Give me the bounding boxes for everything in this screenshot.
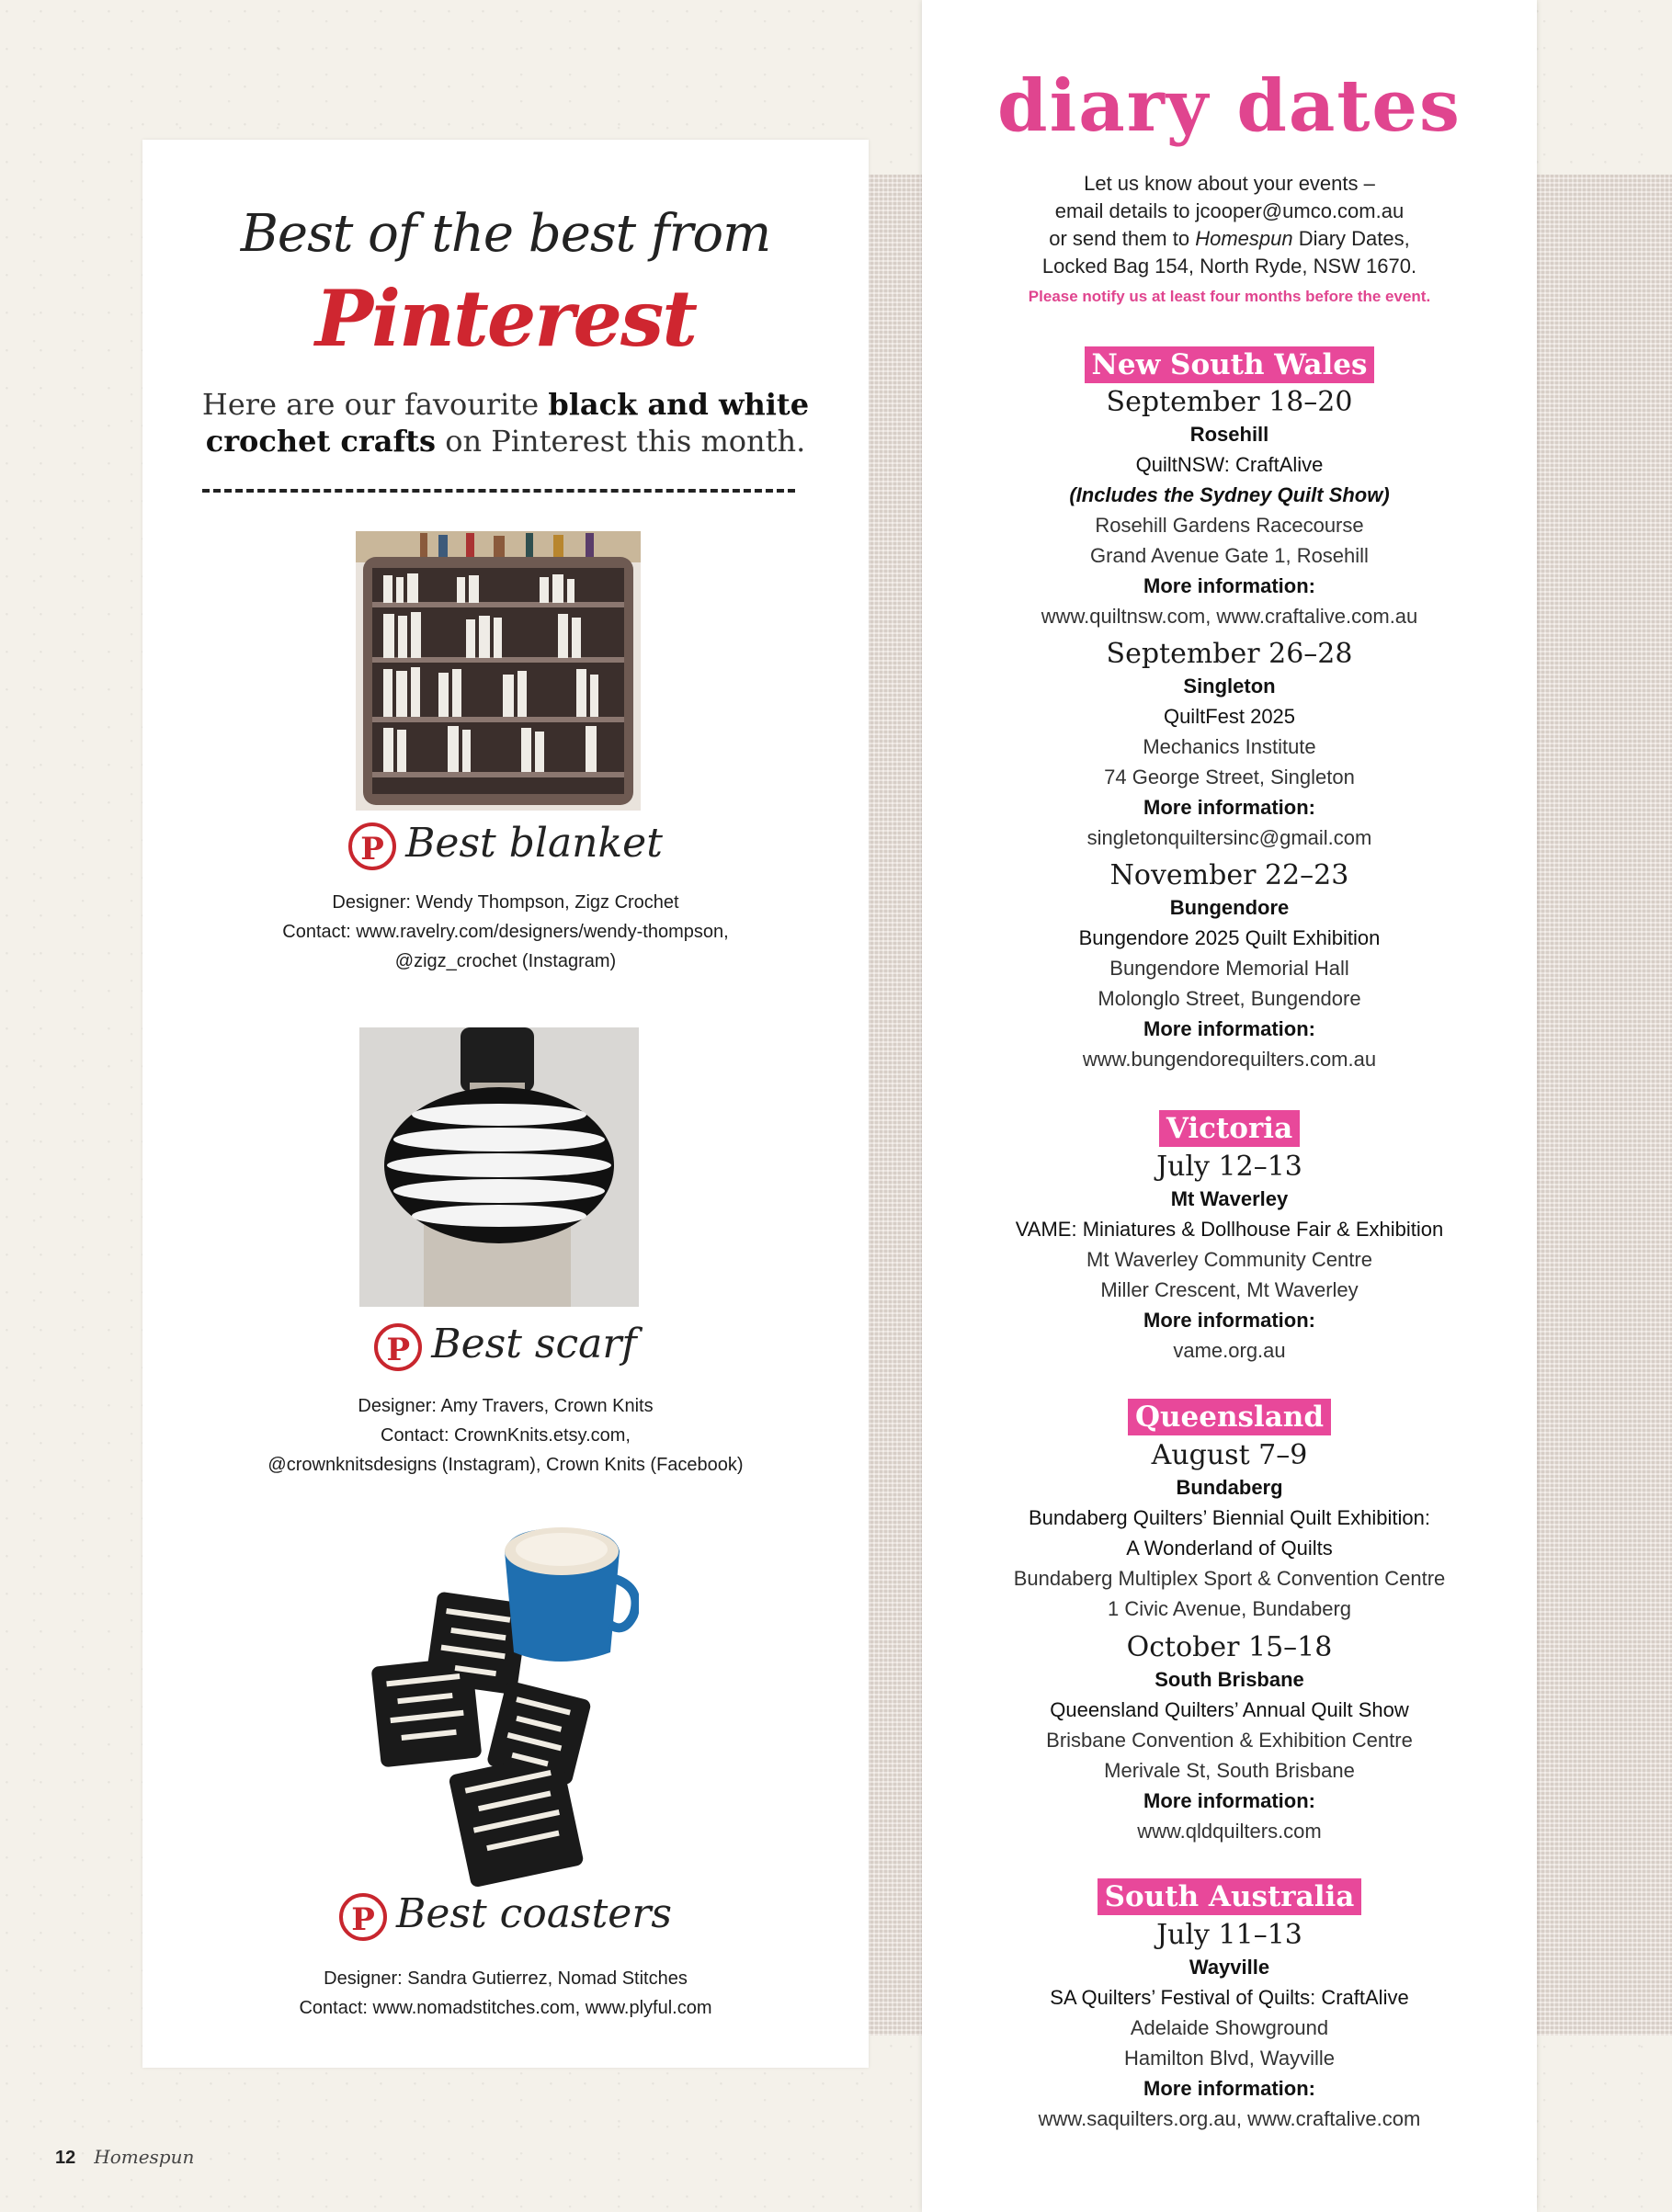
intro-line-4: Locked Bag 154, North Ryde, NSW 1670. [1041,255,1417,278]
event-place: Wayville [1189,1956,1270,1979]
intro-line-3-pre: or send them to [1049,227,1196,250]
event-south-brisbane [922,1631,1537,1846]
best-scarf-title: Best scarf [431,1321,637,1367]
coasters-credit [142,1964,869,2023]
event-date: October 15–18 [1126,1631,1333,1663]
pinterest-panel [142,140,869,2068]
best-coasters-label [142,1890,869,1941]
diary-intro [940,170,1518,280]
blanket-photo [356,531,641,811]
event-more-info: More information: [1143,1017,1315,1040]
event-place: Rosehill [1189,423,1269,446]
scarf-contact: Contact: CrownKnits.etsy.com, [381,1425,631,1446]
page-number: 12 [55,2148,76,2168]
event-venue: Adelaide Showground [1130,2016,1329,2039]
blanket-designer: Designer: Wendy Thompson, Zigz Crochet [332,892,679,913]
pinterest-icon: P [348,822,396,870]
scarf-social: @crownknitsdesigns (Instagram), Crown Knits (Facebook) [267,1455,744,1475]
scarf-photo [359,1027,639,1307]
blanket-credit [142,888,869,976]
event-mt-waverley [922,1151,1537,1366]
best-blanket-label [142,820,869,870]
event-more-info: More information: [1143,574,1315,597]
event-bundaberg [922,1439,1537,1624]
event-place: Bundaberg [1176,1476,1283,1499]
pinterest-icon: P [374,1323,422,1371]
event-address: 1 Civic Avenue, Bundaberg [1108,1597,1351,1620]
event-name: QuiltFest 2025 [1163,705,1296,728]
scarf-designer: Designer: Amy Travers, Crown Knits [358,1396,654,1416]
region-sa-label: South Australia [1098,1878,1362,1915]
intro-bold-2: crochet crafts [205,424,437,459]
event-date: July 11–13 [1156,1919,1302,1951]
event-wayville [922,1919,1537,2134]
event-more-info: More information: [1143,2077,1315,2100]
event-date: July 12–13 [1156,1151,1302,1183]
event-address: Merivale St, South Brisbane [1104,1759,1355,1782]
event-date: September 26–28 [1106,638,1353,670]
event-url: www.saquilters.org.au, www.craftalive.com [1038,2107,1421,2130]
pinterest-icon: P [339,1893,387,1941]
best-blanket-title: Best blanket [405,820,663,867]
coasters-designer: Designer: Sandra Gutierrez, Nomad Stitches [324,1968,688,1989]
region-qld [922,1399,1537,1435]
event-venue: Brisbane Convention & Exhibition Centre [1046,1729,1413,1752]
event-name: Bungendore 2025 Quilt Exhibition [1078,926,1381,949]
event-venue: Mt Waverley Community Centre [1086,1248,1372,1271]
intro-line-3 [940,225,1518,253]
event-url: www.quiltnsw.com, www.craftalive.com.au [1041,605,1418,628]
event-address: Hamilton Blvd, Wayville [1123,2047,1336,2070]
intro-text [179,386,832,459]
event-place: South Brisbane [1154,1668,1304,1691]
event-name: QuiltNSW: CraftAlive [1135,453,1324,476]
region-sa [922,1878,1537,1915]
intro-bold-1: black and white [548,387,810,422]
event-name: Queensland Quilters’ Annual Quilt Show [1050,1698,1409,1721]
event-address: Grand Avenue Gate 1, Rosehill [1090,544,1369,567]
intro-line-3-post: Diary Dates, [1292,227,1410,250]
event-address: Molonglo Street, Bungendore [1098,987,1361,1010]
event-address: Miller Crescent, Mt Waverley [1100,1278,1359,1301]
event-date: November 22–23 [1109,859,1349,891]
event-url: www.qldquilters.com [1137,1820,1322,1843]
event-more-info: More information: [1143,1789,1315,1812]
region-nsw-label: New South Wales [1085,346,1375,383]
coasters-contact: Contact: www.nomadstitches.com, www.plyful.com [299,1998,712,2018]
event-date: September 18–20 [1106,386,1353,418]
intro-magazine: Homespun [1195,227,1293,250]
event-place: Singleton [1183,675,1276,698]
event-venue: Rosehill Gardens Racecourse [1095,514,1364,537]
intro-line-1: Let us know about your events – [1084,172,1375,195]
diary-dates-panel [922,0,1537,2212]
intro-post: on Pinterest this month. [436,424,806,459]
event-url: vame.org.au [1173,1339,1286,1362]
event-singleton [922,638,1537,853]
dashed-divider [202,489,795,493]
page-footer [55,2146,194,2169]
diary-title: diary dates [997,64,1462,148]
blanket-instagram: @zigz_crochet (Instagram) [394,951,617,971]
intro-pre: Here are our favourite [201,387,549,422]
best-scarf-label [142,1321,869,1371]
intro-line-2: email details to jcooper@umco.com.au [1054,199,1405,222]
magazine-name: Homespun [94,2146,195,2168]
event-place: Bungendore [1169,896,1290,919]
scarf-credit [142,1391,869,1480]
event-venue: Bundaberg Multiplex Sport & Convention Centre [1013,1567,1446,1590]
event-address: 74 George Street, Singleton [1104,766,1355,788]
event-venue: Mechanics Institute [1143,735,1316,758]
event-more-info: More information: [1143,1309,1315,1332]
event-name: SA Quilters’ Festival of Quilts: CraftAlive [1050,1986,1409,2009]
event-url: singletonquiltersinc@gmail.com [1086,826,1372,849]
event-name-2: A Wonderland of Quilts [1126,1537,1333,1560]
event-url: www.bungendorequilters.com.au [1082,1048,1377,1071]
best-coasters-title: Best coasters [396,1890,672,1937]
pinterest-logo: Pinterest [314,273,697,364]
event-date: August 7–9 [1151,1439,1308,1471]
region-nsw [922,346,1537,383]
section-heading: Best of the best from [240,204,771,264]
event-more-info: More information: [1143,796,1315,819]
event-rosehill [922,386,1537,631]
blanket-contact: Contact: www.ravelry.com/designers/wendy-thompson, [282,922,729,942]
coasters-photo [358,1524,639,1895]
event-venue: Bungendore Memorial Hall [1109,957,1349,980]
notice-text: Please notify us at least four months before the event. [1028,288,1431,305]
region-vic [922,1110,1537,1147]
region-vic-label: Victoria [1159,1110,1300,1147]
event-place: Mt Waverley [1170,1187,1289,1210]
event-bungendore [922,859,1537,1074]
event-note: (Includes the Sydney Quilt Show) [1069,483,1390,506]
event-name: Bundaberg Quilters’ Biennial Quilt Exhibition: [1029,1506,1430,1529]
event-name: VAME: Miniatures & Dollhouse Fair & Exhibition [1015,1218,1444,1241]
region-qld-label: Queensland [1128,1399,1331,1435]
